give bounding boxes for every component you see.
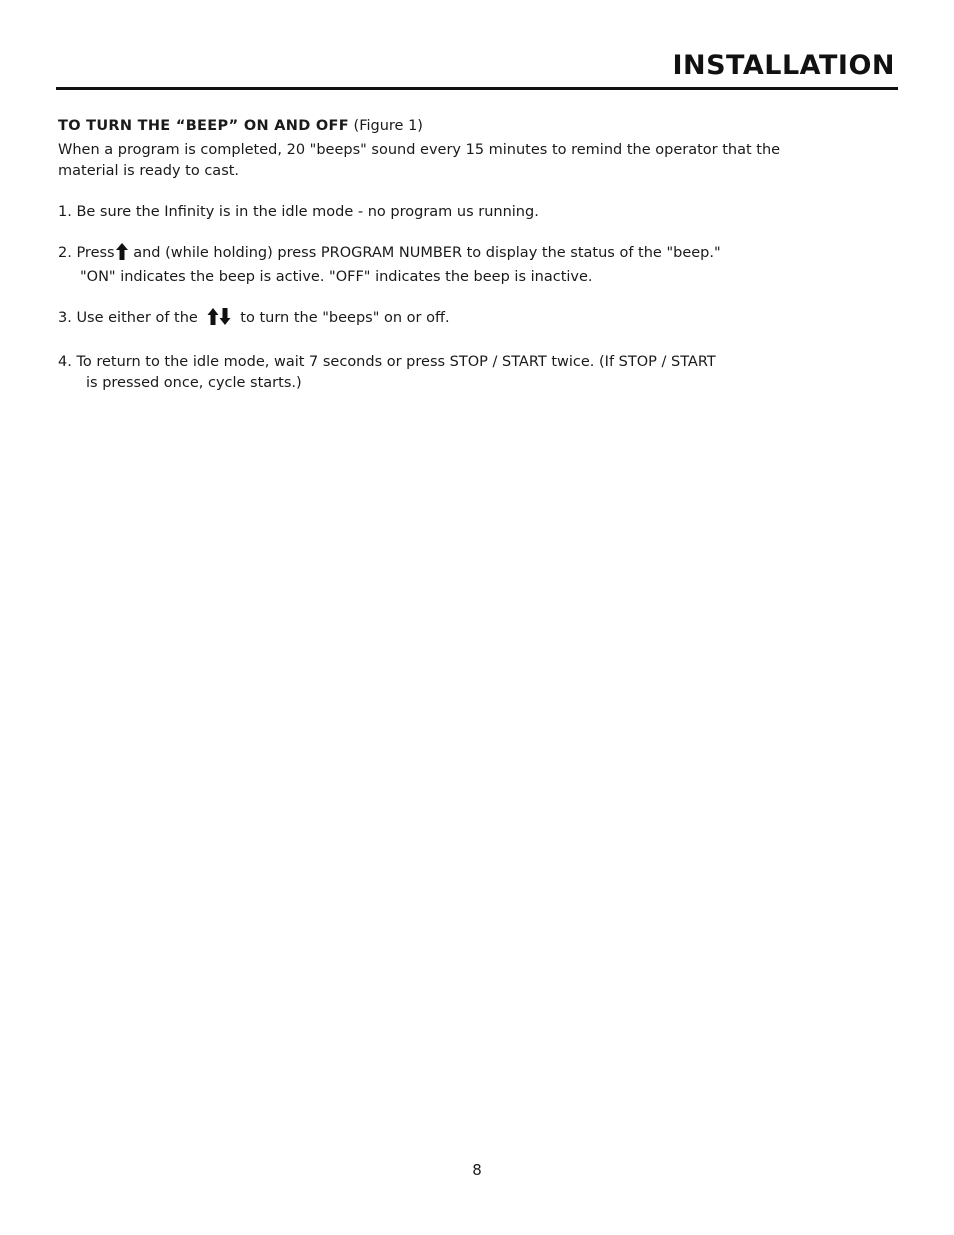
intro-paragraph xyxy=(58,140,818,182)
header-divider xyxy=(56,87,898,90)
step-text-pre: 3. Use either of the xyxy=(58,310,203,326)
step-text xyxy=(58,243,818,267)
step-text: 1. Be sure the Infinity is in the idle mode - no program us running. xyxy=(58,204,539,220)
page-title: INSTALLATION xyxy=(672,50,895,81)
page-number: 8 xyxy=(472,1161,482,1179)
section-heading-title: TO TURN THE “BEEP” ON AND OFF xyxy=(58,118,349,134)
step-4 xyxy=(58,352,818,394)
step-text: is pressed once, cycle starts.) xyxy=(86,375,302,391)
intro-line: When a program is completed, 20 "beeps" sound every 15 minutes to remind the operator that the xyxy=(58,142,781,158)
step-text-pre: 2. Press xyxy=(58,245,115,261)
step-text-post: to turn the "beeps" on or off. xyxy=(235,310,450,326)
step-1 xyxy=(58,202,818,223)
figure-reference: (Figure 1) xyxy=(353,118,423,134)
step-3 xyxy=(58,308,818,332)
step-text-post: and (while holding) press PROGRAM NUMBER to display the status of the "beep." xyxy=(128,245,721,261)
step-text: 4. To return to the idle mode, wait 7 seconds or press STOP / START twice. (If STOP / START xyxy=(58,354,716,370)
section-body xyxy=(58,116,818,394)
up-arrow-icon xyxy=(115,243,129,267)
step-text: "ON" indicates the beep is active. "OFF" indicates the beep is inactive. xyxy=(80,269,593,285)
step-text xyxy=(58,308,818,332)
intro-line: material is ready to cast. xyxy=(58,163,240,179)
up-arrow-icon xyxy=(207,308,219,332)
step-2 xyxy=(58,243,818,288)
section-heading xyxy=(58,116,818,137)
down-arrow-icon xyxy=(219,308,231,332)
